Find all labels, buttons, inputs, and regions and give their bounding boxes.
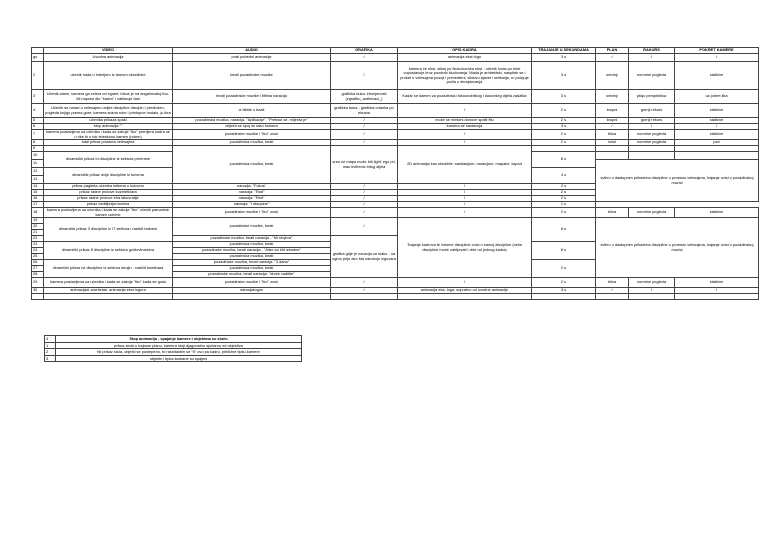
row-number: 11 — [32, 160, 44, 168]
video-cell: prikaz radne prolove eha lakovratije — [44, 196, 173, 202]
header-cell-audio: AUDIO — [173, 48, 331, 54]
header-cell-plan: PLAN — [596, 48, 629, 54]
grafika-cell: grafička buka: žbunjenosti (zgrafiku_aotkrivaci_) — [331, 90, 398, 104]
row-number: 20 — [32, 224, 44, 230]
legend-text: prikaz stola u trajnom planu, kamera stoji djagonalno spolarno od objektiva — [56, 342, 302, 349]
grafika-cell: / — [331, 278, 398, 288]
video-cell: Učenik stane, kamera ga snima od zgrale; fokus je na angažovatoj licu. Mi napravi dio "kadra" i zatišnuje fast — [44, 90, 173, 104]
grafika-cell: / — [331, 208, 398, 218]
video-cell: kamera postavljena ua učenika i kada se zakuje "tko" kada se guiai — [44, 278, 173, 288]
plan-cell: / — [596, 54, 629, 62]
opis-cell: kamera če ekst, slikej po Nukočochka ekst - učenik hoda po ekst vopostavuje kroz pozdrav školovanja. Mada je arhitektski, naspitek se i prošet u velesajma posoji i prevedteni, slidovo ajavet i sedtadja, ru poizjuje požla u ekrajdovanja — [398, 62, 532, 90]
row-number: 4 — [32, 104, 44, 118]
video-cell: total prikaz prostora velesajma — [44, 140, 173, 146]
header-cell-trajanje: TRAJANJE U SEKUNDAMA — [532, 48, 596, 54]
row-number: 5 — [32, 118, 44, 124]
video-cell: učenika prikaza spaki — [44, 118, 173, 124]
grafika-cell: / — [331, 124, 398, 130]
rakurs-cell: normine pogleda — [629, 62, 675, 90]
video-cell: dinamički prikaz 8 discipline iz sektora grdževinarstva — [44, 242, 173, 260]
trajanje-cell: 2 s — [532, 130, 596, 140]
audio-cell: naracija: "Fokus" — [173, 184, 331, 190]
row-number: 27 — [32, 266, 44, 272]
audio-cell: naracija: "Red" — [173, 196, 331, 202]
grafika-cell: grafika gdje je naracija za inako - na ngmo prije ako šta naudruje izgovara — [331, 236, 398, 278]
row-number: 26 — [32, 260, 44, 266]
opis-cell: / — [398, 184, 532, 190]
trajanje-cell: 8 s — [532, 152, 596, 168]
rakurs-cell — [629, 152, 675, 160]
trajanje-cell: 3 s — [532, 124, 596, 130]
video-cell: dinamički prikaz 3 discipline iz IT sektora i različit bakresi — [44, 218, 173, 242]
trajanje-cell: 2 s — [532, 208, 596, 218]
audio-cell: pozadinske muzika, beati naracija - "Mi stvjeva" — [173, 236, 331, 242]
pokret-cell: statične — [675, 104, 759, 118]
opis-cell: / — [398, 190, 532, 196]
row-number: 28 — [32, 272, 44, 278]
table-row — [32, 104, 759, 118]
grafika-cell: / — [331, 184, 398, 190]
legend-table — [44, 335, 302, 362]
audio-cell: prati pobedni animacije — [173, 54, 331, 62]
pokret-cell: uz potret lika — [675, 90, 759, 104]
grafika-cell: / — [331, 190, 398, 196]
storyboard-sheet — [31, 47, 758, 300]
trajanje-cell: 3 s — [532, 62, 596, 90]
grafika-cell: / — [331, 218, 398, 236]
plan-cell: bliza — [596, 208, 629, 218]
audio-cell: pozadinska muzika, beati — [173, 140, 331, 146]
legend-row — [45, 349, 302, 356]
rakurs-cell: normine pogleda — [629, 140, 675, 146]
grafika-cell: / — [331, 62, 398, 90]
row-number: 16 — [32, 196, 44, 202]
video-cell: stop animacija "" — [44, 124, 173, 130]
rakurs-cell: ptiqu perspektiva — [629, 90, 675, 104]
trajanje-cell: 2 s — [532, 118, 596, 124]
header-cell-video: VIDEO — [44, 48, 173, 54]
table-row — [32, 208, 759, 218]
row-number: 17 — [32, 202, 44, 208]
opis-cell: / — [398, 130, 532, 140]
trajanje-cell: 4 s — [532, 168, 596, 184]
row-number: 18 — [32, 208, 44, 218]
header-cell-opis: OPIS KADRA — [398, 48, 532, 54]
audio-cell: pozadinska muzika, beati — [173, 266, 331, 272]
trajanje-cell: 2 s — [532, 184, 596, 190]
table-row — [32, 278, 759, 288]
row-number: 6 — [32, 124, 44, 130]
plan-cell: / — [596, 124, 629, 130]
video-cell: dinamički prikaz dvije discipline iz turizma — [44, 168, 173, 184]
row-number: 25 — [32, 254, 44, 260]
video-cell: prikaz vedtiljezjernosima — [44, 202, 173, 208]
header-cell-pokret: POKRET KAMERE — [675, 48, 759, 54]
row-number: 19 — [32, 218, 44, 224]
trajanje-cell: 2 s — [532, 260, 596, 278]
row-number: 15 — [32, 190, 44, 196]
opis-cell: / — [398, 278, 532, 288]
audio-cell: beati pozadinske muzike — [173, 62, 331, 90]
legend-row — [45, 355, 302, 362]
grafika-cell: grafička buka - grafička crtanka po ekrana — [331, 104, 398, 118]
plan-cell — [596, 152, 629, 160]
opis-cell: kamera se sastavoja — [398, 124, 532, 130]
pokret-cell: / — [675, 54, 759, 62]
row-number: 2 — [32, 62, 44, 90]
legend-row — [45, 342, 302, 349]
pokret-cell: statične — [675, 118, 759, 124]
plan-cell: sredný — [596, 90, 629, 104]
header-cell-grafika: GRAFIKA — [331, 48, 398, 54]
legend-number: 1 — [45, 342, 56, 349]
grafika-cell: / — [331, 140, 398, 146]
row-number: 12 — [32, 168, 44, 176]
audio-cell: pozadinske muzike i "tko" zvuk — [173, 278, 331, 288]
audio-cell: iz titlate u baali — [173, 104, 331, 118]
opis-cell: animacija ekst logo — [398, 54, 532, 62]
plan-cell: sredný — [596, 62, 629, 90]
stop-animation-legend — [44, 335, 302, 362]
row-number: 30 — [32, 288, 44, 294]
rakurs-cell: / — [629, 288, 675, 294]
audio-cell: pozadinske muzike i "tko" zvuk — [173, 130, 331, 140]
trajanje-cell: 2 s — [532, 278, 596, 288]
grafika-cell: / — [331, 202, 398, 208]
row-number: 14 — [32, 184, 44, 190]
trajanje-cell: 8 s — [532, 218, 596, 242]
trajanje-cell: 3 s — [532, 54, 596, 62]
plan-span-note: sviino u dastupnim prikazima discipline u prostaru velesajma, trajanje ovisi o pozadinskoj muzici — [596, 218, 759, 278]
audio-cell: pozadinske muzike i "tko" zvuk — [173, 208, 331, 218]
audio-cell: pozadinske muzike, beati — [173, 218, 331, 236]
plan-cell: bliza — [596, 278, 629, 288]
video-cell: dinamički prikaz tvi discipline iz sektora strojin - različit baekhara — [44, 260, 173, 278]
video-cell: Učenik se nalazi u velesajmu uvijek discipline discipin i predložen, pogleda knjigu prema gore; kamera snima ruke i pristupne hodalu, ju ikra — [44, 104, 173, 118]
row-number: 10 — [32, 152, 44, 160]
opis-cell: animacija eka: loga, supratno od uvodne animacije — [398, 288, 532, 294]
pokret-cell: statične — [675, 208, 759, 218]
video-cell: učenik hada u interijeru iz tamom okrodinke — [44, 62, 173, 90]
rakurs-cell: / — [629, 54, 675, 62]
audio-cell: naracija: "I dtsopine" — [173, 202, 331, 208]
plan-cell: / — [596, 288, 629, 294]
row-number: 29 — [32, 278, 44, 288]
plan-span-note: sviino u dastupnim prikazima discipline u prostaru velesajma, trajanje ovisi o pozadinskoj muzici — [596, 160, 759, 202]
grafika-cell: / — [331, 54, 398, 62]
rakurs-cell: gornji rekurs — [629, 118, 675, 124]
pokret-cell: / — [675, 288, 759, 294]
storyboard-table — [31, 47, 759, 300]
grafika-cell: / — [331, 196, 398, 202]
plan-cell: krupni — [596, 118, 629, 124]
row-number: 8 — [32, 140, 44, 146]
legend-title: Stop animacija - spajanje kamere i objekima su sluču — [56, 336, 302, 343]
opis-cell: / — [398, 196, 532, 202]
grafika-cell: / — [331, 130, 398, 140]
trajanje-cell: 8 s — [532, 242, 596, 260]
opis-cell: / — [398, 208, 532, 218]
trajanje-cell: 2 s — [532, 196, 596, 202]
video-cell: animacijski završetak: animacija ekst logora — [44, 288, 173, 294]
audio-cell: pozadinska muzika, beati — [173, 146, 331, 184]
row-number: 9 — [32, 146, 44, 152]
grafika-cell: / — [331, 288, 398, 294]
opis-cell: / — [398, 104, 532, 118]
table-row — [32, 62, 759, 90]
audio-cell: pozadinska muzika, beati — [173, 254, 331, 260]
opis-cell: 2D animacija kao skrobble: sanitasijom, naracijom, mapake, layout — [398, 146, 532, 184]
audio-cell: objekti se spoj se tako kamera — [173, 124, 331, 130]
row-number: 23 — [32, 242, 44, 248]
row-number: 7 — [32, 130, 44, 140]
trajanje-cell: 2 s — [532, 104, 596, 118]
trajanje-cell: 1 s — [532, 202, 596, 208]
plan-cell: total — [596, 140, 629, 146]
pokret-cell: statične — [675, 278, 759, 288]
trajanje-cell: 3 s — [532, 90, 596, 104]
grafika-cell: / — [331, 118, 398, 124]
rakurs-cell: / — [629, 124, 675, 130]
plan-cell: krupni — [596, 104, 629, 118]
row-number: 24 — [32, 248, 44, 254]
pokret-cell: statične — [675, 62, 759, 90]
trajanje-cell: 2 s — [532, 190, 596, 196]
table-row — [32, 90, 759, 104]
video-cell: kamera postavljena ua učenika i kada se zakuje "tko" prenijera kadra se u rike bi u tok teleskonu kamen (rotom) — [44, 130, 173, 140]
trajanje-cell: 2 s — [532, 140, 596, 146]
legend-number: 4 — [45, 336, 56, 343]
audio-cell: naracija: "Rad" — [173, 190, 331, 196]
audio-cell: pozadinske muzika, beati naracija - "Alter ad štit izbedne" — [173, 248, 331, 254]
pokret-cell — [675, 152, 759, 160]
video-cell: Uvodna animacija — [44, 54, 173, 62]
legend-number: 3 — [45, 355, 56, 362]
rakurs-cell: normine pogleda — [629, 130, 675, 140]
legend-number: 2 — [45, 349, 56, 356]
audio-cell: beati pozadinske muzike i titlima naracija — [173, 90, 331, 104]
audio-cell: pozadinske muzika, beati naracija: "3 dana" — [173, 260, 331, 266]
rakurs-cell: normine pogleda — [629, 208, 675, 218]
trajanje-cell: 3 s — [532, 288, 596, 294]
pokret-cell: / — [675, 124, 759, 130]
legend-title-row — [45, 336, 302, 343]
legend-text: tšt prikaz stola, objekti se postepeno, tri rasnitaktim se "ti" ovo pa kadru, približne tipku kamere — [56, 349, 302, 356]
video-cell: prikaz radne prolove kozmetičara — [44, 190, 173, 196]
legend-text: objektn i tipka kadrane su spajeni — [56, 355, 302, 362]
header-cell-rakurs: RAKURS — [629, 48, 675, 54]
rakurs-cell: gornji rekurs — [629, 104, 675, 118]
video-cell: dinamičlki prikaz bi discipline iz sektora prehrane — [44, 152, 173, 168]
video-cell: prikaz pagleda učenika isrttena u kutovnu — [44, 184, 173, 190]
row-number: 21 — [32, 230, 44, 236]
audio-cell: naracijalogon — [173, 288, 331, 294]
row-number: 3 — [32, 90, 44, 104]
video-cell: kamera postavljena ua učenika i kada se zakuje "tko" učenik pamariste kamen ucinine — [44, 208, 173, 218]
audio-cell: pozadinska muzika, naracija, "Aplikacije", "Prebaci se, mijenta je" — [173, 118, 331, 124]
pokret-cell: statične — [675, 130, 759, 140]
grafika-cell: oreo će mapa može biti light' ego pri, mao kvitrenic bitog dijela — [331, 146, 398, 184]
audio-cell: pozadinska muzika, beati — [173, 242, 331, 248]
opis-cell: može se nimkes donove spalti fitu — [398, 118, 532, 124]
row-number: 13 — [32, 176, 44, 184]
opis-cell: Kadar se kamen za pozadinsku fokusnobitkog i dokonšeg dijela zadatka — [398, 90, 532, 104]
opis-cell: / — [398, 140, 532, 146]
table-row — [32, 130, 759, 140]
audio-cell: pozadinske muzika, beati naracija: "druže vaditite" — [173, 272, 331, 278]
pokret-cell: pan — [675, 140, 759, 146]
row-number: go — [32, 54, 44, 62]
opis-cell: Trajanje kadrova te izrisme discipline ovisi o samoj discipline (neke discipline može zahtjevati i više od jednog kadra) — [398, 218, 532, 278]
empty-row — [32, 294, 759, 300]
table-row — [32, 218, 759, 224]
plan-cell: bliza — [596, 130, 629, 140]
table-row — [32, 54, 759, 62]
opis-cell: / — [398, 202, 532, 208]
row-number: 22 — [32, 236, 44, 242]
rakurs-cell: normine pogleda — [629, 278, 675, 288]
